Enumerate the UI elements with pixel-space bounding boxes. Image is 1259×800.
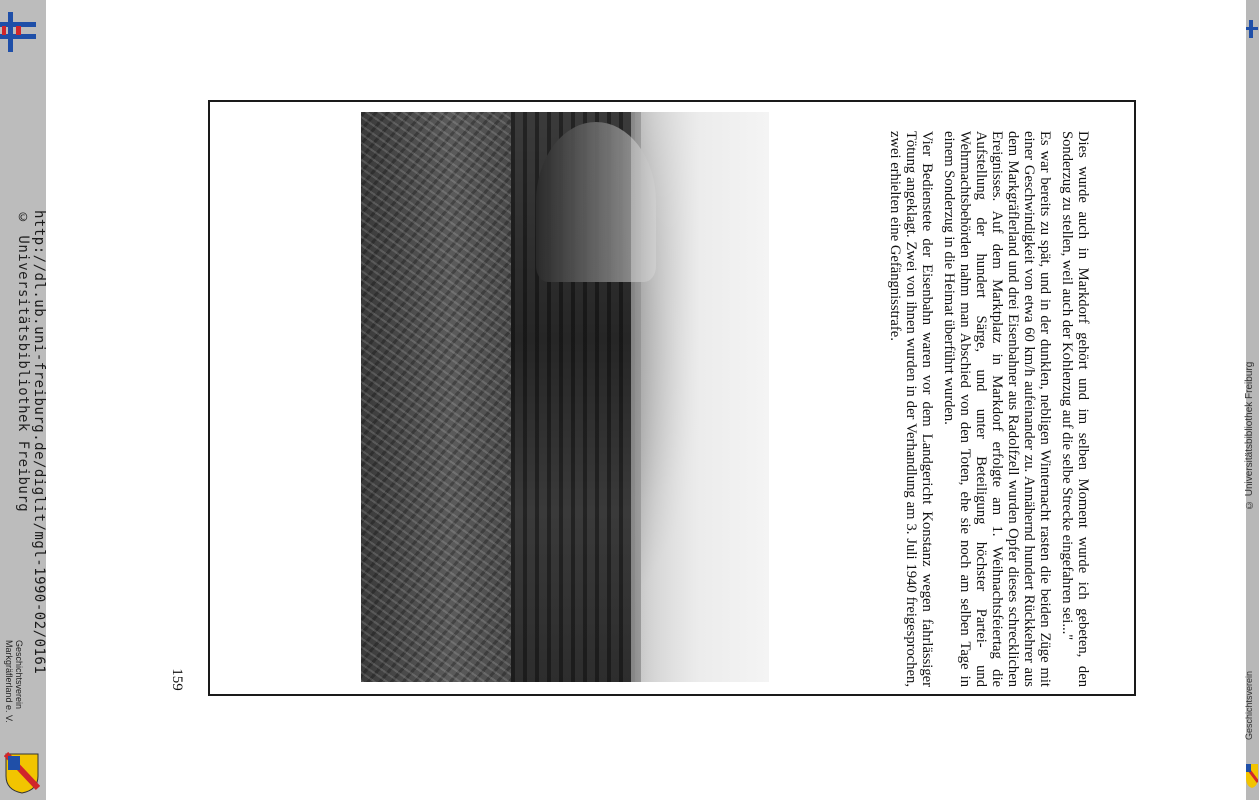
paragraph-1: Dies wurde auch in Markdorf gehört und im selben Moment wurde ich gebeten, den Sonderzug zu stellen, weil auch der Kohlenzug auf die selbe Strecke eingefahren sei..." <box>1059 131 1091 687</box>
library-flag-icon <box>0 12 36 52</box>
photo-fog-area <box>631 112 769 682</box>
photo-snow-area <box>361 112 511 682</box>
article-text-column <box>841 131 1091 687</box>
right-publisher-text: Geschichtsverein <box>1244 670 1254 740</box>
publisher-label: Geschichtsverein Markgräflerland e. V. <box>4 640 24 723</box>
right-coat-of-arms-icon <box>1246 760 1258 788</box>
rights-line: © Universitätsbibliothek Freiburg <box>15 210 31 513</box>
paragraph-2: Es war bereits zu spät, und in der dunklen, nebligen Winternacht rasten die beiden Züge mit einer Geschwindigkeit von etwa 60 km/h aufeinander zu. Annähernd hundert Rückkehrer aus dem Markgräflerland und drei Eisenbahner aus Radolfzell wurden Opfer dieses schrecklichen Ereignisses. Auf dem Marktplatz in Markdorf erfolgte am 1. Weihnachtsfeiertag die Aufstellung der hundert Särge, und unter Beteiligung höchster Partei- und Wehrmachtsbehörden nahm man Abschied von den Toten, ehe sie noch am selben Tage in einem Sonderzug in die Heimat überführt wurden. <box>941 131 1053 687</box>
right-flag-icon <box>1246 20 1258 38</box>
right-rights-text: © Universitätsbibliothek Freiburg <box>1244 361 1255 510</box>
paragraph-3: Vier Bedienstete der Eisenbahn waren vor dem Landgericht Konstanz wegen fahrlässiger Tötung angeklagt. Zwei von ihnen wurden in der Verhandlung am 3. Juli 1940 freigesprochen, zwei erhielten eine Gefängnisstrafe. <box>887 131 935 687</box>
coat-of-arms-icon <box>4 752 40 794</box>
page-number-text: 159 <box>168 668 185 691</box>
page-number <box>165 668 185 702</box>
train-wreck-photograph <box>361 112 769 682</box>
source-url: http://dl.ub.uni-freiburg.de/diglit/mgl-1990-02/0161 <box>31 210 47 675</box>
